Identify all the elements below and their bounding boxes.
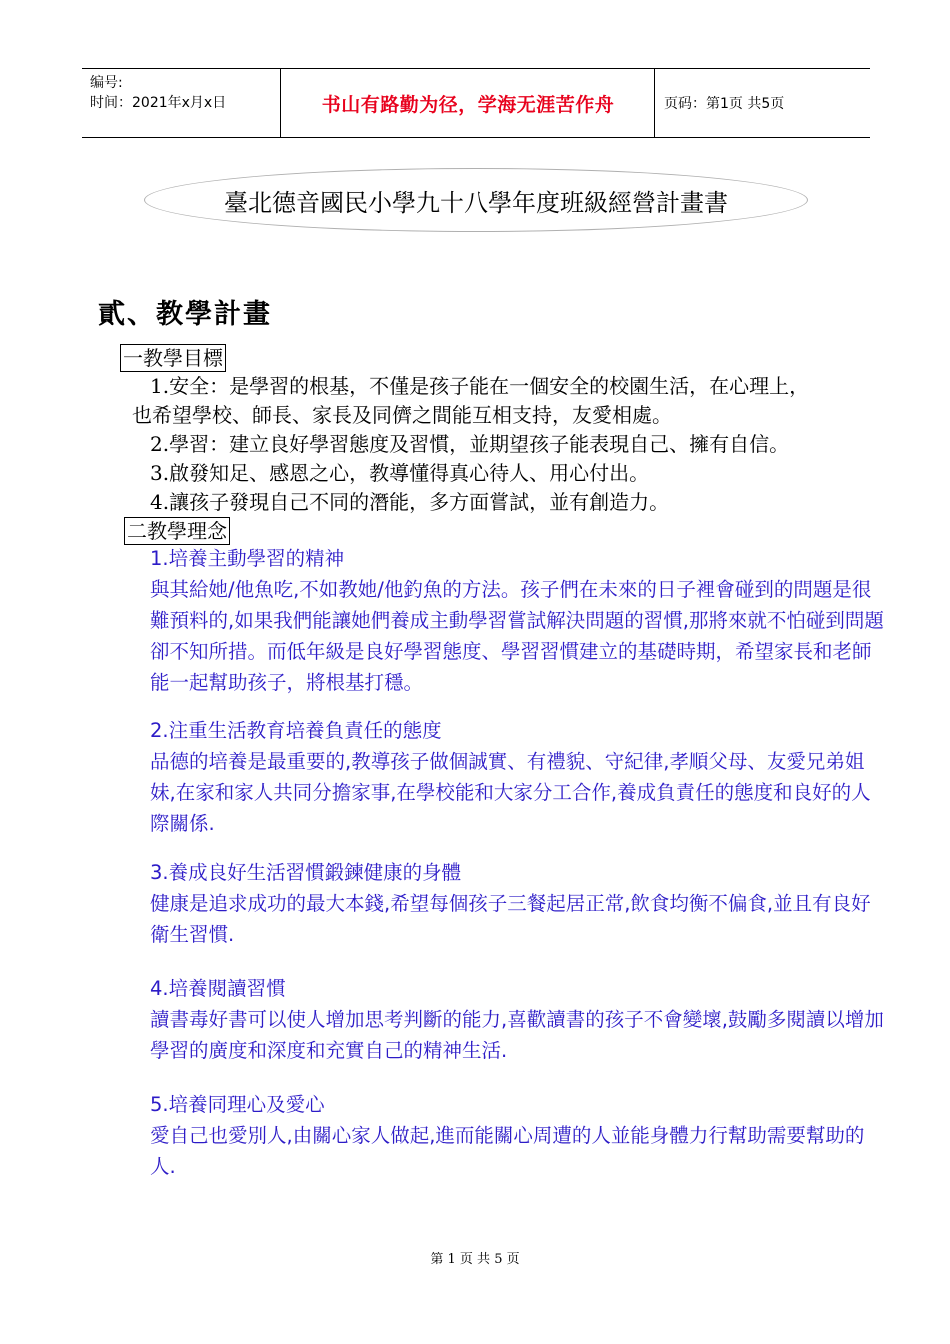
header-divider — [654, 69, 655, 137]
number-label: 编号: — [90, 75, 123, 91]
header-divider — [280, 69, 281, 137]
goal-item: 3.啟發知足、感恩之心，教導懂得真心待人、用心付出。 — [150, 461, 650, 485]
philosophy-item-body: 愛自己也愛別人,由關心家人做起,進而能關心周遭的人並能身體力行幫助需要幫助的人. — [150, 1124, 865, 1178]
page-footer: 第 1 页 共 5 页 — [430, 1252, 520, 1267]
philosophy-heading: 二教學理念 — [124, 517, 230, 545]
philosophy-item-title: 3.養成良好生活習慣鍛鍊健康的身體 — [150, 861, 462, 884]
goal-item-continued: 也希望學校、師長、家長及同儕之間能互相支持，友愛相處。 — [132, 403, 672, 427]
philosophy-item-title: 4.培養閱讀習慣 — [150, 977, 286, 1000]
goal-item: 2.學習：建立良好學習態度及習慣，並期望孩子能表現自己、擁有自信。 — [150, 432, 790, 456]
philosophy-item — [150, 715, 890, 839]
goal-item: 4.讓孩子發現自己不同的潛能，多方面嘗試，並有創造力。 — [150, 490, 670, 514]
philosophy-item-title: 1.培養主動學習的精神 — [150, 547, 345, 570]
header-table — [82, 68, 870, 138]
philosophy-item-body: 讀書毒好書可以使人增加思考判斷的能力,喜歡讀書的孩子不會變壞,鼓勵多閱讀以增加學習的廣度和深度和充實自己的精神生活. — [150, 1008, 884, 1062]
section-title: 貳、教學計畫 — [98, 299, 272, 330]
philosophy-item — [150, 1089, 890, 1182]
philosophy-item — [150, 973, 890, 1066]
philosophy-item — [150, 857, 890, 950]
motto: 书山有路勤为径，学海无涯苦作舟 — [321, 93, 615, 116]
doc-title: 臺北德音國民小學九十八學年度班級經營計畫書 — [144, 168, 808, 232]
philosophy-item-title: 2.注重生活教育培養負責任的態度 — [150, 719, 442, 742]
goal-item: 1.安全：是學習的根基，不僅是孩子能在一個安全的校園生活，在心理上， — [150, 374, 810, 398]
page-info: 页码：第1页 共5页 — [664, 96, 785, 112]
philosophy-item-body: 與其給她/他魚吃,不如教她/他釣魚的方法。孩子們在未來的日子裡會碰到的問題是很難預料的,如果我們能讓她們養成主動學習嘗試解決問題的習慣,那將來就不怕碰到問題卻不知所措。而低年級是良好學習態度、學習習慣建立的基礎時期，希望家長和老師能一起幫助孩子，將根基打穩。 — [150, 578, 884, 694]
philosophy-item — [150, 543, 890, 698]
philosophy-item-body: 健康是追求成功的最大本錢,希望每個孩子三餐起居正常,飲食均衡不偏食,並且有良好衛生習慣. — [150, 892, 871, 946]
header-meta — [90, 73, 226, 113]
philosophy-item-body: 品德的培養是最重要的,教導孩子做個誠實、有禮貌、守紀律,孝順父母、友愛兄弟姐妹,在家和家人共同分擔家事,在學校能和大家分工合作,養成負責任的態度和良好的人際關係. — [150, 750, 871, 835]
goals-heading: 一教學目標 — [120, 344, 226, 372]
philosophy-item-title: 5.培養同理心及愛心 — [150, 1093, 325, 1116]
date-label: 时间：2021年x月x日 — [90, 95, 227, 111]
